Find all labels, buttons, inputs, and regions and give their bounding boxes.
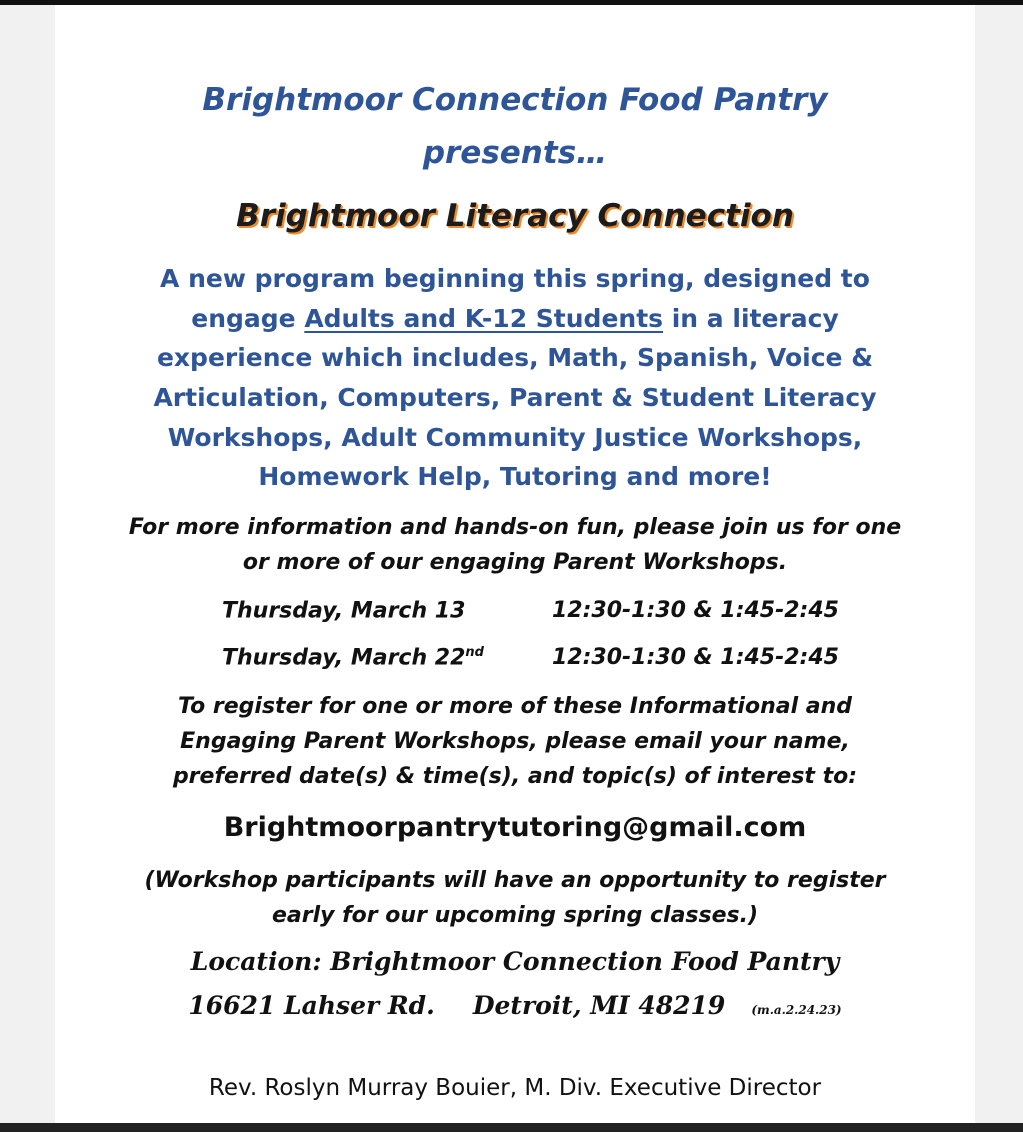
note-line-2: early for our upcoming spring classes.) [271,903,759,928]
schedule-times-1: 12:30-1:30 & 1:45-2:45 [552,598,839,623]
title-line-1: Brightmoor Connection Food Pantry [202,82,828,118]
info-line-1: For more information and hands-on fun, please join us for one [128,515,902,540]
description-line-6: Homework Help, Tutoring and more! [258,462,772,491]
description-line-1: A new program beginning this spring, designed to [160,264,870,293]
document-page [55,5,975,1123]
location-line: Location: Brightmoor Connection Food Pantry [190,947,840,976]
address-line [55,991,975,1020]
description-line-2 [55,304,975,333]
audience-underlined: Adults and K-12 Students [304,304,664,333]
register-line-2: Engaging Parent Workshops, please email your name, [180,729,850,754]
register-line-1: To register for one or more of these Informational and [177,694,853,719]
register-line-3: preferred date(s) & time(s), and topic(s) of interest to: [172,764,858,789]
schedule-date-1: Thursday, March 13 [222,598,466,624]
description-line-2-end: in a literacy [663,304,839,333]
program-name: Brightmoor Literacy Connection [236,198,794,234]
note-line-1: (Workshop participants will have an opportunity to register [144,868,886,893]
title-line-2: presents… [422,135,608,171]
description-line-4: Articulation, Computers, Parent & Student Literacy [153,383,877,412]
signature-line: Rev. Roslyn Murray Bouier, M. Div. Executive Director [208,1075,822,1101]
contact-email[interactable]: Brightmoorpantrytutoring@gmail.com [223,812,807,843]
address-street: 16621 Lahser Rd. [188,991,435,1020]
description-line-2-start: engage [191,304,305,333]
date-suffix: nd [465,645,484,660]
info-line-2: or more of our engaging Parent Workshops. [242,550,788,575]
window-bottom-border [0,1123,1023,1132]
description-line-5: Workshops, Adult Community Justice Workshops, [167,423,863,452]
document-code: (m.a.2.24.23) [751,1003,842,1017]
schedule-date-2: Thursday, March 22nd [222,645,484,671]
address-city: Detroit, MI 48219 [472,991,726,1020]
schedule-times-2: 12:30-1:30 & 1:45-2:45 [552,645,839,670]
description-line-3: experience which includes, Math, Spanish, Voice & [156,343,874,372]
